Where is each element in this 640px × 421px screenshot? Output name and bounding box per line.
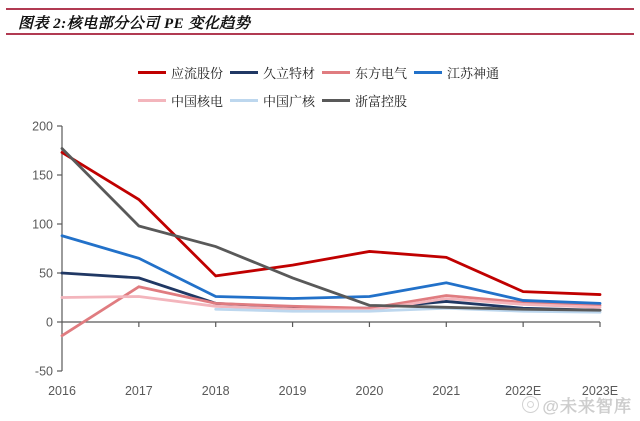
series-line-应流股份 (62, 152, 600, 294)
legend-item-应流股份 (138, 63, 226, 81)
legend-line-swatch (414, 71, 442, 74)
legend-item-中国广核 (230, 91, 318, 109)
x-axis-tick-label: 2019 (278, 384, 307, 398)
legend-label: 江苏神通 (447, 65, 500, 81)
legend-label: 浙富控股 (355, 93, 408, 109)
legend-label: 应流股份 (171, 65, 224, 81)
legend-line-swatch (230, 99, 258, 102)
series-line-江苏神通 (62, 236, 600, 304)
legend-item-江苏神通 (414, 63, 502, 81)
x-axis-tick-label: 2020 (355, 384, 384, 398)
watermark-text: @未来智库 (542, 397, 632, 416)
figure-title: 图表 2:核电部分公司 PE 变化趋势 (18, 16, 251, 32)
legend-item-东方电气 (322, 63, 410, 81)
legend-label: 中国广核 (263, 93, 316, 109)
pe-trend-line-chart (0, 112, 640, 417)
y-axis-tick-label: 0 (46, 315, 53, 330)
y-axis-tick-label: 150 (32, 168, 53, 183)
title-top-rule (6, 8, 634, 10)
x-axis-tick-label: 2016 (48, 384, 76, 398)
x-axis-tick-label: 2023E (581, 384, 619, 398)
y-axis-tick-label: 100 (32, 217, 53, 232)
legend-line-swatch (230, 71, 258, 74)
legend-line-swatch (322, 99, 350, 102)
legend-label: 中国核电 (171, 93, 224, 109)
x-axis-tick-label: 2018 (201, 384, 230, 398)
legend-line-swatch (138, 99, 166, 102)
title-bottom-rule (6, 33, 634, 35)
legend-label: 久立特材 (263, 65, 316, 81)
watermark (522, 392, 632, 417)
x-axis-tick-label: 2021 (432, 384, 461, 398)
watermark-logo-icon (522, 396, 539, 413)
legend-item-久立特材 (230, 63, 318, 81)
x-axis-tick-label: 2022E (505, 384, 542, 398)
y-axis-tick-label: 50 (39, 266, 53, 281)
y-axis-tick-label: 200 (32, 119, 53, 134)
chart-legend (138, 63, 502, 109)
legend-item-浙富控股 (322, 91, 410, 109)
y-axis-tick-label: -50 (34, 364, 53, 379)
legend-line-swatch (322, 71, 350, 74)
legend-line-swatch (138, 71, 166, 74)
legend-item-中国核电 (138, 91, 226, 109)
x-axis-tick-label: 2017 (124, 384, 153, 398)
series-line-浙富控股 (62, 149, 600, 311)
legend-label: 东方电气 (355, 65, 408, 81)
